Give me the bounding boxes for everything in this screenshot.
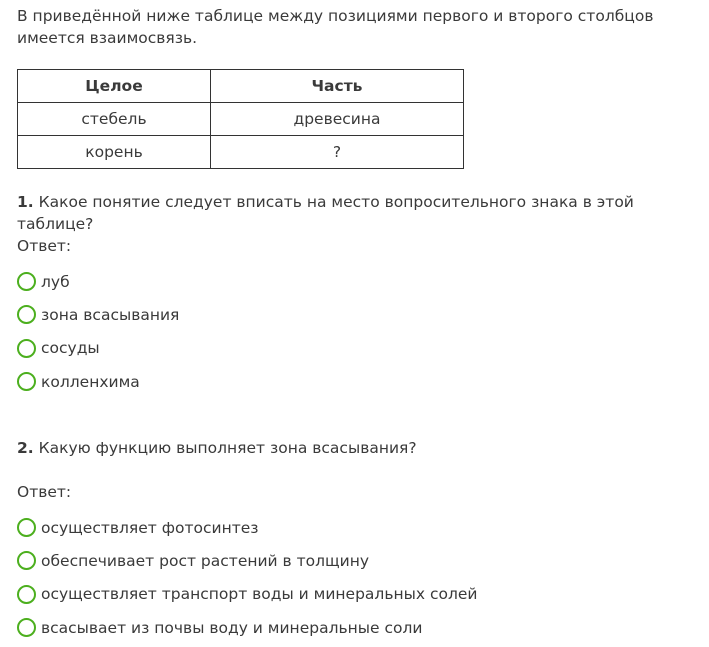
header-part: Часть (211, 70, 464, 103)
question-1 (17, 191, 709, 235)
radio-button-icon[interactable] (17, 272, 36, 291)
radio-button-icon[interactable] (17, 551, 36, 570)
question-2-text: Какую функцию выполняет зона всасывания? (33, 439, 417, 457)
table-cell-unknown: ? (211, 136, 464, 169)
answer-label-1: Ответ: (17, 237, 72, 255)
table-header-row (18, 70, 464, 103)
option-q1-2[interactable] (17, 298, 179, 331)
option-label: всасывает из почвы воду и минеральные соли (41, 618, 423, 637)
question-1-number: 1. (17, 193, 34, 211)
intro-text: В приведённой ниже таблице между позициями первого и второго столбцов имеется взаимосвязь. (17, 7, 654, 47)
option-q1-3[interactable] (17, 332, 179, 365)
relation-table (17, 69, 464, 169)
option-q1-4[interactable] (17, 365, 179, 398)
question-2-number: 2. (17, 439, 34, 457)
option-q2-2[interactable] (17, 544, 477, 577)
table-row (18, 136, 464, 169)
question-1-options (17, 265, 179, 398)
option-label: сосуды (41, 339, 100, 358)
table-row (18, 103, 464, 136)
radio-button-icon[interactable] (17, 339, 36, 358)
option-q2-1[interactable] (17, 511, 477, 544)
question-2 (17, 437, 417, 459)
option-label: колленхима (41, 372, 140, 391)
radio-button-icon[interactable] (17, 372, 36, 391)
radio-button-icon[interactable] (17, 618, 36, 637)
option-label: зона всасывания (41, 305, 180, 324)
question-2-options (17, 511, 477, 644)
header-whole: Целое (18, 70, 211, 103)
answer-label-2: Ответ: (17, 483, 72, 501)
option-q1-1[interactable] (17, 265, 179, 298)
option-q2-4[interactable] (17, 611, 477, 644)
table-cell: древесина (211, 103, 464, 136)
table-cell: корень (18, 136, 211, 169)
radio-button-icon[interactable] (17, 585, 36, 604)
option-label: осуществляет фотосинтез (41, 518, 259, 537)
radio-button-icon[interactable] (17, 305, 36, 324)
option-q2-3[interactable] (17, 578, 477, 611)
question-1-text: Какое понятие следует вписать на место вопросительного знака в этой таблице? (17, 193, 634, 233)
option-label: луб (41, 272, 70, 291)
radio-button-icon[interactable] (17, 518, 36, 537)
option-label: осуществляет транспорт воды и минеральных солей (41, 585, 478, 604)
option-label: обеспечивает рост растений в толщину (41, 551, 370, 570)
table-cell: стебель (18, 103, 211, 136)
